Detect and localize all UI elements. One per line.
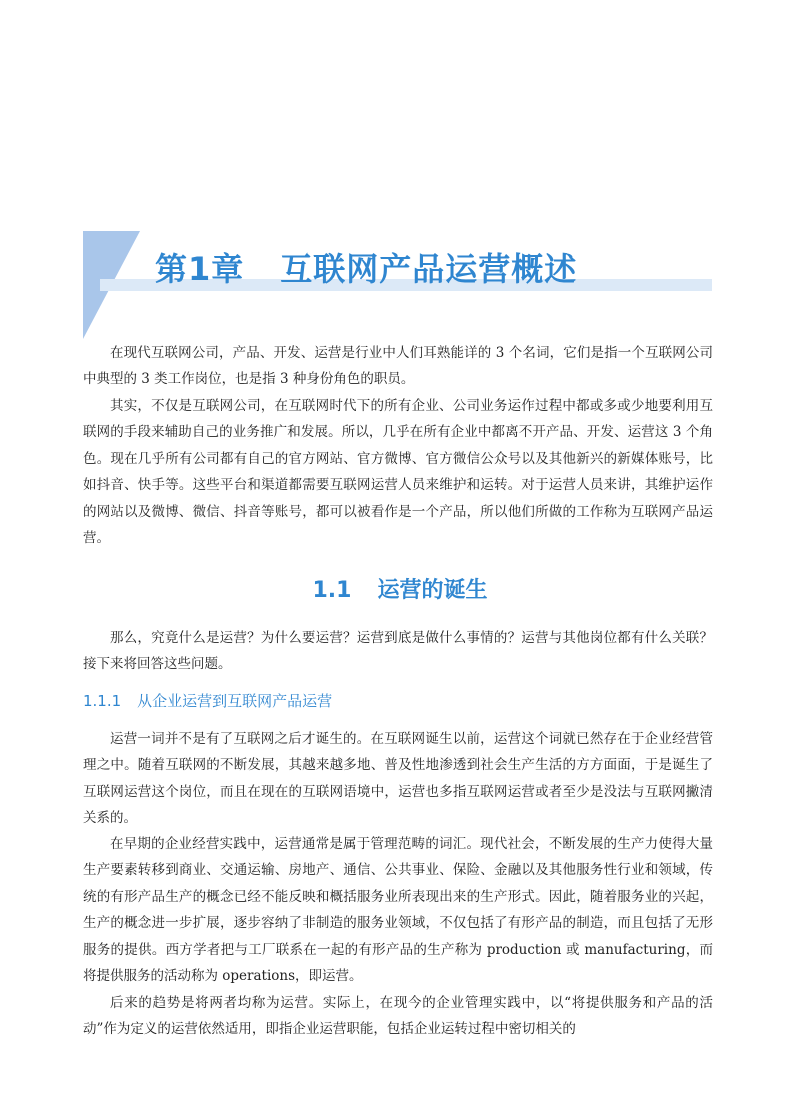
chapter-banner — [0, 0, 800, 340]
subsection-heading — [83, 689, 332, 713]
section-paragraph: 那么，究竟什么是运营？为什么要运营？运营到底是做什么事情的？运营与其他岗位都有什么关联？接下来将回答这些问题。 — [83, 630, 713, 673]
intro-paragraph-2: 其实，不仅是互联网公司，在互联网时代下的所有企业、公司业务运作过程中都或多或少地要利用互联网的手段来辅助自己的业务推广和发展。所以，几乎在所有企业中都离不开产品、开发、运营这 3 个角色。现在几乎所有公司都有自己的官方网站、官方微博、官方微信公众号以及其他新兴的新媒体账号，比如抖音、快手等。这些平台和渠道都需要互联网运营人员来维护和运转。对于运营人员来讲，其维护运作的网站以及微博、微信、抖音等账号，都可以被看作是一个产品，所以他们所做的工作称为互联网产品运营。 — [83, 398, 713, 547]
intro-paragraph-1: 在现代互联网公司，产品、开发、运营是行业中人们耳熟能详的 3 个名词，它们是指一个互联网公司中典型的 3 类工作岗位，也是指 3 种身份角色的职员。 — [83, 345, 713, 388]
subsection-number: 1.1.1 — [83, 692, 122, 710]
subsection-paragraph-2: 在早期的企业经营实践中，运营通常是属于管理范畴的词汇。现代社会，不断发展的生产力使得大量生产要素转移到商业、交通运输、房地产、通信、公共事业、保险、金融以及其他服务性行业和领域，传统的有形产品生产的概念已经不能反映和概括服务业所表现出来的生产形式。因此，随着服务业的兴起，生产的概念进一步扩展，逐步容纳了非制造的服务业领域，不仅包括了有形产品的制造，而且包括了无形服务的提供。西方学者把与工厂联系在一起的有形产品的生产称为 production 或 manufacturing，而将提供服务的活动称为 operations，即运营。 — [83, 836, 713, 985]
chapter-number: 第1章 — [155, 250, 245, 288]
subsection-paragraph-1: 运营一词并不是有了互联网之后才诞生的。在互联网诞生以前，运营这个词就已然存在于企业经营管理之中。随着互联网的不断发展，其越来越多地、普及性地渗透到社会生产生活的方方面面，于是诞生了互联网运营这个岗位，而且在现在的互联网语境中，运营也多指互联网运营或者至少是没法与互联网撇清关系的。 — [83, 731, 713, 827]
chapter-title — [155, 248, 577, 290]
section-title-text: 运营的诞生 — [377, 578, 488, 603]
section-heading — [0, 573, 800, 609]
section-number: 1.1 — [312, 578, 352, 603]
subsection-title-text: 从企业运营到互联网产品运营 — [137, 692, 333, 710]
chapter-triangle-decoration — [0, 0, 140, 345]
subsection-paragraph-3: 后来的趋势是将两者均称为运营。实际上，在现今的企业管理实践中，以“将提供服务和产品的活动”作为定义的运营依然适用，即指企业运营职能，包括企业运转过程中密切相关的 — [83, 995, 713, 1038]
chapter-title-text: 互联网产品运营概述 — [280, 250, 578, 288]
